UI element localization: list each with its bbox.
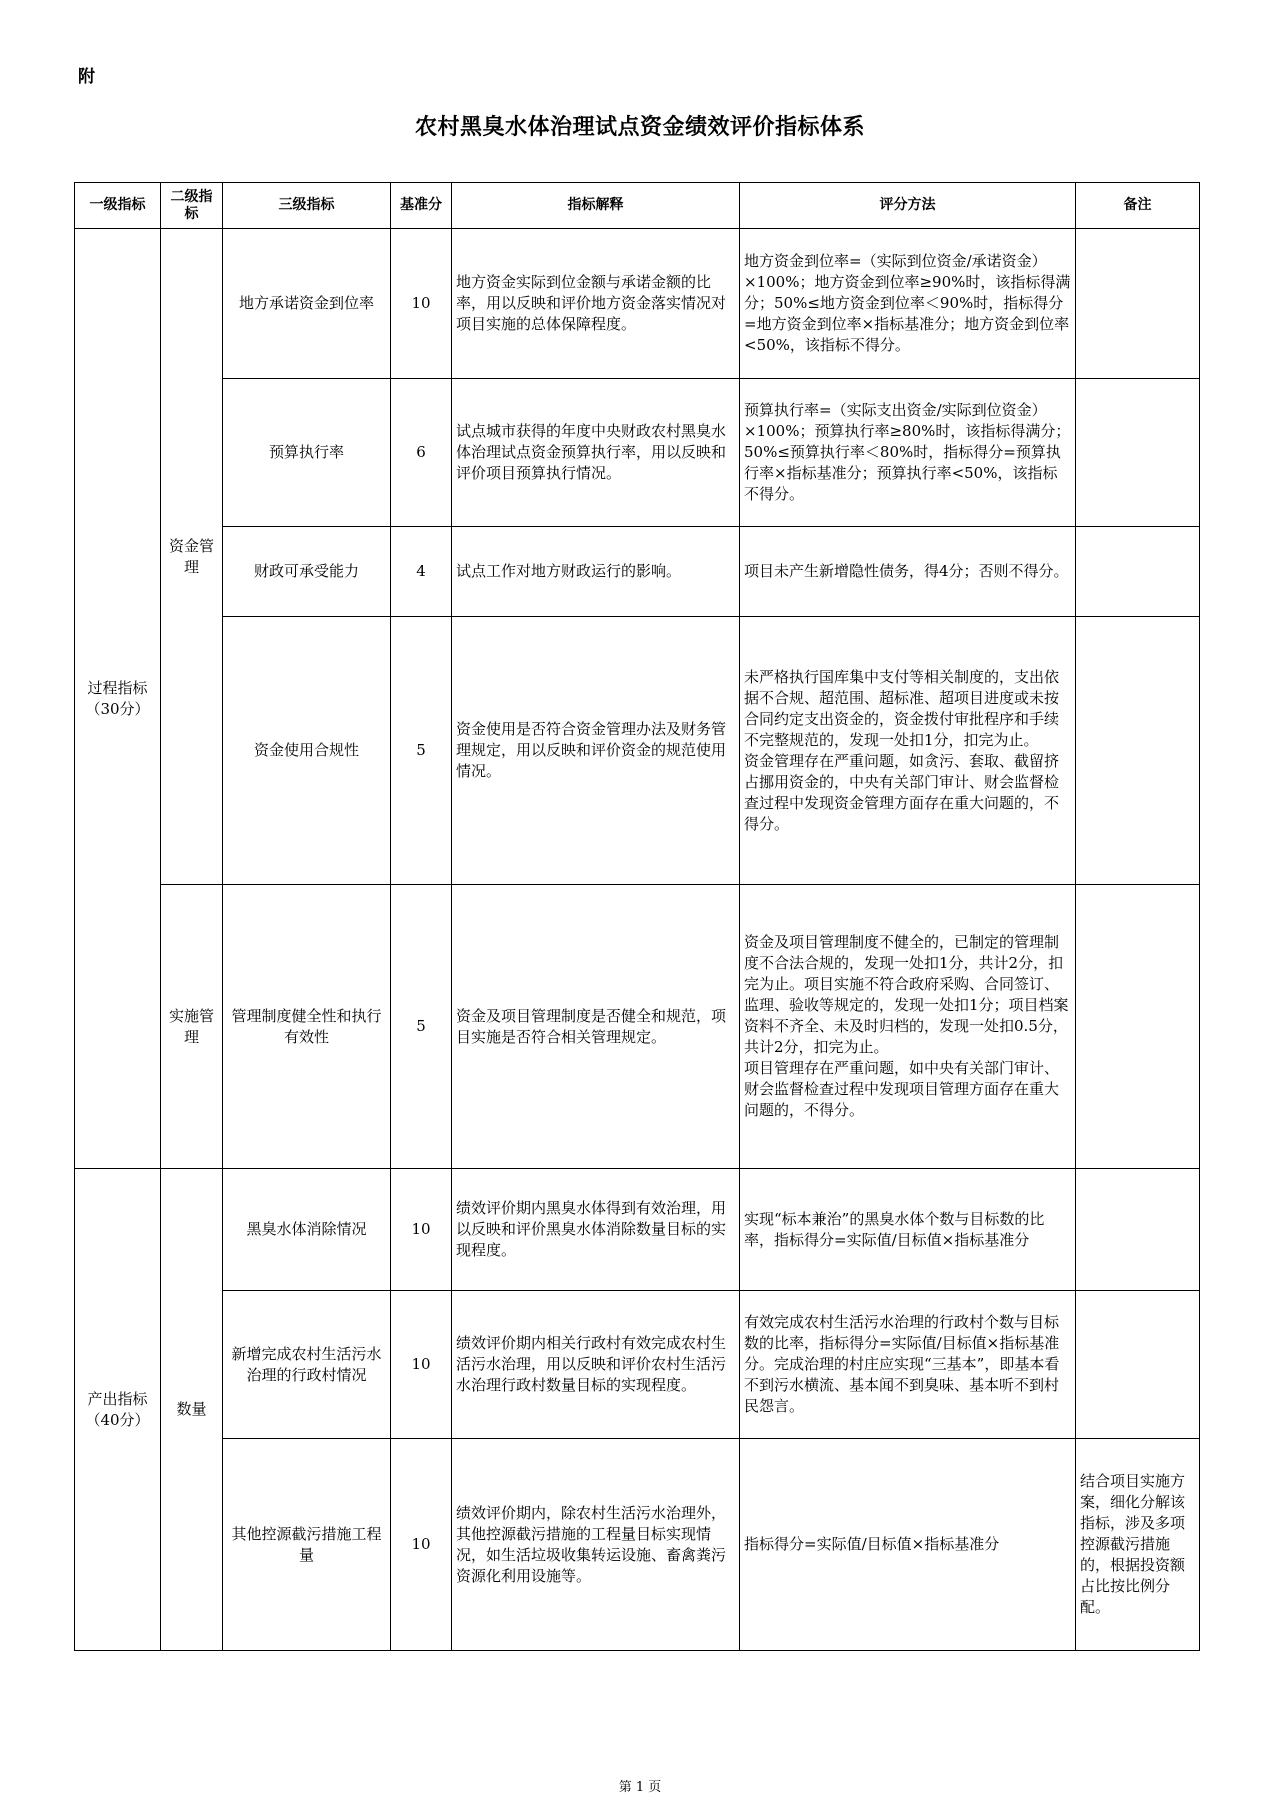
header-note: 备注 [1076, 183, 1200, 229]
method-cell: 预算执行率=（实际支出资金/实际到位资金）×100%；预算执行率≥80%时，该指标得满分；50%≤预算执行率＜80%时，指标得分=预算执行率×指标基准分；预算执行率<50%，该指标不得分。 [740, 379, 1076, 527]
table-row [75, 527, 1200, 617]
level3-cell: 预算执行率 [223, 379, 391, 527]
note-cell [1076, 885, 1200, 1169]
header-level2: 二级指标 [161, 183, 223, 229]
method-cell [740, 885, 1076, 1169]
note-cell [1076, 1169, 1200, 1291]
explanation-cell: 资金使用是否符合资金管理办法及财务管理规定，用以反映和评价资金的规范使用情况。 [452, 617, 740, 885]
table-row [75, 1291, 1200, 1439]
method-paragraph: 资金管理存在严重问题，如贪污、套取、截留挤占挪用资金的，中央有关部门审计、财会监督检查过程中发现资金管理方面存在重大问题的，不得分。 [744, 751, 1060, 833]
note-cell [1076, 527, 1200, 617]
level2-quantity: 数量 [161, 1169, 223, 1651]
table-row [75, 885, 1200, 1169]
score-cell: 4 [391, 527, 452, 617]
method-paragraph: 未严格执行国库集中支付等相关制度的，支出依据不合规、超范围、超标准、超项目进度或未按合同约定支出资金的，资金拨付审批程序和手续不完整规范的，发现一处扣1分，扣完为止。 [744, 667, 1060, 749]
level3-cell: 财政可承受能力 [223, 527, 391, 617]
explanation-cell: 绩效评价期内，除农村生活污水治理外，其他控源截污措施的工程量目标实现情况，如生活垃圾收集转运设施、畜禽粪污资源化利用设施等。 [452, 1439, 740, 1651]
score-cell: 10 [391, 1169, 452, 1291]
level1-process: 过程指标（30分） [75, 229, 161, 1169]
level2-fund-management: 资金管理 [161, 229, 223, 885]
method-cell: 指标得分=实际值/目标值×指标基准分 [740, 1439, 1076, 1651]
explanation-cell: 地方资金实际到位金额与承诺金额的比率，用以反映和评价地方资金落实情况对项目实施的总体保障程度。 [452, 229, 740, 379]
level3-cell: 资金使用合规性 [223, 617, 391, 885]
level3-cell: 黑臭水体消除情况 [223, 1169, 391, 1291]
level2-implementation-management: 实施管理 [161, 885, 223, 1169]
method-cell [740, 617, 1076, 885]
table-row [75, 229, 1200, 379]
method-cell: 实现“标本兼治”的黑臭水体个数与目标数的比率，指标得分=实际值/目标值×指标基准分 [740, 1169, 1076, 1291]
method-cell: 有效完成农村生活污水治理的行政村个数与目标数的比率，指标得分=实际值/目标值×指标基准分。完成治理的村庄应实现“三基本”，即基本看不到污水横流、基本闻不到臭味、基本听不到村民怨言。 [740, 1291, 1076, 1439]
score-cell: 10 [391, 1291, 452, 1439]
note-cell [1076, 1291, 1200, 1439]
method-paragraph: 资金及项目管理制度不健全的，已制定的管理制度不合法合规的，发现一处扣1分，共计2分，扣完为止。项目实施不符合政府采购、合同签订、监理、验收等规定的，发现一处扣1分；项目档案资料不齐全、未及时归档的，发现一处扣0.5分，共计2分，扣完为止。 [744, 933, 1069, 1056]
level3-cell: 新增完成农村生活污水治理的行政村情况 [223, 1291, 391, 1439]
method-cell: 地方资金到位率=（实际到位资金/承诺资金）×100%；地方资金到位率≥90%时，该指标得满分；50%≤地方资金到位率＜90%时，指标得分=地方资金到位率×指标基准分；地方资金到位率<50%，该指标不得分。 [740, 229, 1076, 379]
table-row [75, 1439, 1200, 1651]
header-method: 评分方法 [740, 183, 1076, 229]
score-cell: 5 [391, 885, 452, 1169]
explanation-cell: 绩效评价期内相关行政村有效完成农村生活污水治理，用以反映和评价农村生活污水治理行政村数量目标的实现程度。 [452, 1291, 740, 1439]
note-cell [1076, 379, 1200, 527]
explanation-cell: 绩效评价期内黑臭水体得到有效治理，用以反映和评价黑臭水体消除数量目标的实现程度。 [452, 1169, 740, 1291]
table-row [75, 1169, 1200, 1291]
level3-cell: 其他控源截污措施工程量 [223, 1439, 391, 1651]
explanation-cell: 试点工作对地方财政运行的影响。 [452, 527, 740, 617]
attachment-label: 附 [78, 67, 95, 87]
header-level3: 三级指标 [223, 183, 391, 229]
score-cell: 6 [391, 379, 452, 527]
header-explanation: 指标解释 [452, 183, 740, 229]
explanation-cell: 资金及项目管理制度是否健全和规范，项目实施是否符合相关管理规定。 [452, 885, 740, 1169]
level3-cell: 管理制度健全性和执行有效性 [223, 885, 391, 1169]
score-cell: 5 [391, 617, 452, 885]
note-cell [1076, 617, 1200, 885]
method-paragraph: 项目管理存在严重问题，如中央有关部门审计、财会监督检查过程中发现项目管理方面存在重大问题的，不得分。 [744, 1059, 1060, 1119]
method-cell: 项目未产生新增隐性债务，得4分；否则不得分。 [740, 527, 1076, 617]
note-cell [1076, 229, 1200, 379]
page-number: 第 1 页 [618, 1780, 662, 1795]
level3-cell: 地方承诺资金到位率 [223, 229, 391, 379]
table-row [75, 379, 1200, 527]
score-cell: 10 [391, 1439, 452, 1651]
explanation-cell: 试点城市获得的年度中央财政农村黑臭水体治理试点资金预算执行率，用以反映和评价项目预算执行情况。 [452, 379, 740, 527]
header-level1: 一级指标 [75, 183, 161, 229]
page-title: 农村黑臭水体治理试点资金绩效评价指标体系 [414, 114, 865, 140]
header-score: 基准分 [391, 183, 452, 229]
note-cell: 结合项目实施方案，细化分解该指标，涉及多项控源截污措施的，根据投资额占比按比例分配。 [1076, 1439, 1200, 1651]
score-cell: 10 [391, 229, 452, 379]
table-row [75, 617, 1200, 885]
indicator-table [74, 182, 1200, 1651]
level1-output: 产出指标（40分） [75, 1169, 161, 1651]
header-row [75, 183, 1200, 229]
